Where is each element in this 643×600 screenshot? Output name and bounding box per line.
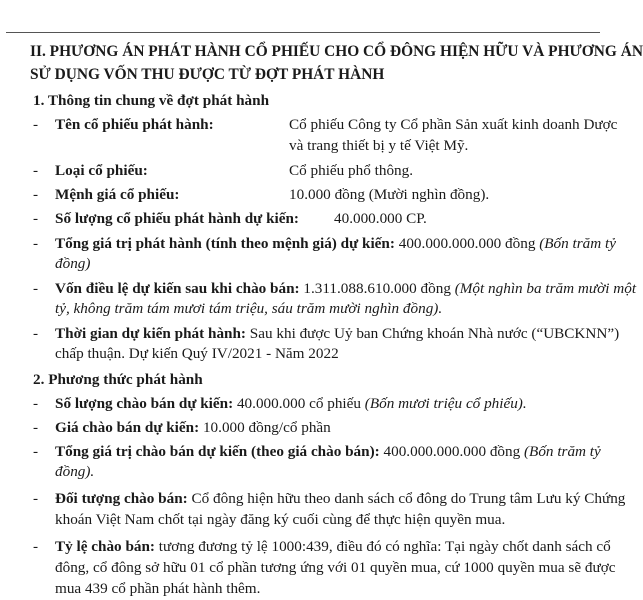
item-value: 10.000 đồng/cổ phần bbox=[199, 419, 331, 436]
bullet-dash: - bbox=[33, 395, 39, 412]
item-value: Sau khi được Uỷ ban Chứng khoán Nhà nước (“UBCKNN”) bbox=[246, 325, 620, 342]
item-text bbox=[55, 279, 636, 299]
list-item bbox=[33, 537, 38, 557]
subsection-1-title: 1. Thông tin chung về đợt phát hành bbox=[33, 92, 270, 109]
item-label: Đối tượng chào bán: bbox=[55, 490, 188, 507]
bullet-dash: - bbox=[33, 490, 39, 507]
item-value: 1.311.088.610.000 đồng bbox=[299, 280, 455, 297]
item-value-cont: khoán Việt Nam chốt tại ngày đăng ký cuối cùng để thực hiện quyền mua. bbox=[55, 511, 506, 528]
item-label: Số lượng chào bán dự kiến: bbox=[55, 395, 234, 412]
bullet-dash: - bbox=[33, 235, 39, 252]
item-value-cont: đồng) bbox=[55, 255, 91, 272]
item-value-cont2: mua 439 cổ phần phát hành thêm. bbox=[55, 580, 261, 597]
item-label: Tên cổ phiếu phát hành: bbox=[55, 116, 214, 133]
item-label: Số lượng cổ phiếu phát hành dự kiến: bbox=[55, 210, 299, 227]
item-label: Tỷ lệ chào bán: bbox=[55, 538, 155, 555]
list-item bbox=[33, 185, 38, 205]
subsection-2-title: 2. Phương thức phát hành bbox=[33, 371, 203, 388]
item-value-italic: (Bốn mươi triệu cổ phiếu). bbox=[364, 395, 527, 412]
item-label: Loại cổ phiếu: bbox=[55, 162, 148, 179]
list-item bbox=[33, 324, 38, 344]
bullet-dash: - bbox=[33, 280, 39, 297]
item-value-cont: đồng). bbox=[55, 463, 95, 480]
item-value: 400.000.000.000 đồng bbox=[379, 443, 524, 460]
item-value: 400.000.000.000 đồng bbox=[394, 235, 540, 252]
list-item bbox=[33, 115, 38, 135]
item-value-cont: và trang thiết bị y tế Việt Mỹ. bbox=[289, 137, 469, 154]
item-text bbox=[55, 537, 611, 557]
item-value-italic: (Bốn trăm tỷ bbox=[539, 235, 616, 252]
bullet-dash: - bbox=[33, 116, 39, 133]
item-text bbox=[55, 442, 601, 462]
list-item bbox=[33, 209, 38, 229]
item-value: 40.000.000 CP. bbox=[334, 210, 427, 227]
bullet-dash: - bbox=[33, 210, 39, 227]
item-text bbox=[55, 394, 527, 414]
bullet-dash: - bbox=[33, 162, 39, 179]
item-value-cont: đông, cổ đông sở hữu 01 cổ phần tương ứng với 01 quyền mua, cứ 1000 quyền mua sẽ được bbox=[55, 559, 616, 576]
item-label: Mệnh giá cổ phiếu: bbox=[55, 186, 180, 203]
item-text bbox=[55, 489, 625, 509]
item-value: tương đương tỷ lệ 1000:439, điều đó có nghĩa: Tại ngày chốt danh sách cổ bbox=[155, 538, 611, 555]
item-label: Tổng giá trị chào bán dự kiến (theo giá chào bán): bbox=[55, 443, 380, 460]
section-heading-line2: SỬ DỤNG VỐN THU ĐƯỢC TỪ ĐỢT PHÁT HÀNH bbox=[30, 66, 385, 83]
item-value: Cổ phiếu Công ty Cổ phần Sản xuất kinh doanh Dược bbox=[289, 116, 618, 133]
bullet-dash: - bbox=[33, 538, 39, 555]
list-item bbox=[33, 489, 38, 509]
bullet-dash: - bbox=[33, 186, 39, 203]
item-value-italic: (Bốn trăm tỷ bbox=[524, 443, 601, 460]
item-text bbox=[55, 234, 616, 254]
list-item bbox=[33, 234, 38, 254]
item-value-cont: tỷ, không trăm tám mươi tám triệu, sáu trăm mười nghìn đồng). bbox=[55, 300, 443, 317]
bullet-dash: - bbox=[33, 325, 39, 342]
item-label: Giá chào bán dự kiến: bbox=[55, 419, 200, 436]
item-label: Tổng giá trị phát hành (tính theo mệnh giá) dự kiến: bbox=[55, 235, 395, 252]
item-text bbox=[55, 418, 331, 438]
item-value: Cổ đông hiện hữu theo danh sách cổ đông do Trung tâm Lưu ký Chứng bbox=[187, 490, 626, 507]
bullet-dash: - bbox=[33, 419, 39, 436]
item-value: 10.000 đồng (Mười nghìn đồng). bbox=[289, 186, 490, 203]
item-label: Vốn điều lệ dự kiến sau khi chào bán: bbox=[55, 280, 300, 297]
list-item bbox=[33, 279, 38, 299]
item-value-italic: (Một nghìn ba trăm mười một bbox=[454, 280, 637, 297]
list-item bbox=[33, 442, 38, 462]
item-text bbox=[55, 324, 619, 344]
list-item bbox=[33, 394, 38, 414]
item-value: 40.000.000 cổ phiếu bbox=[233, 395, 365, 412]
item-label: Thời gian dự kiến phát hành: bbox=[55, 325, 246, 342]
item-value: Cổ phiếu phổ thông. bbox=[289, 162, 414, 179]
section-heading-line1: II. PHƯƠNG ÁN PHÁT HÀNH CỔ PHIẾU CHO CỔ ĐÔNG HIỆN HỮU VÀ PHƯƠNG ÁN bbox=[30, 43, 643, 60]
list-item bbox=[33, 161, 38, 181]
item-value-cont: chấp thuận. Dự kiến Quý IV/2021 - Năm 2022 bbox=[55, 345, 339, 362]
top-divider bbox=[6, 32, 600, 33]
list-item bbox=[33, 418, 38, 438]
bullet-dash: - bbox=[33, 443, 39, 460]
